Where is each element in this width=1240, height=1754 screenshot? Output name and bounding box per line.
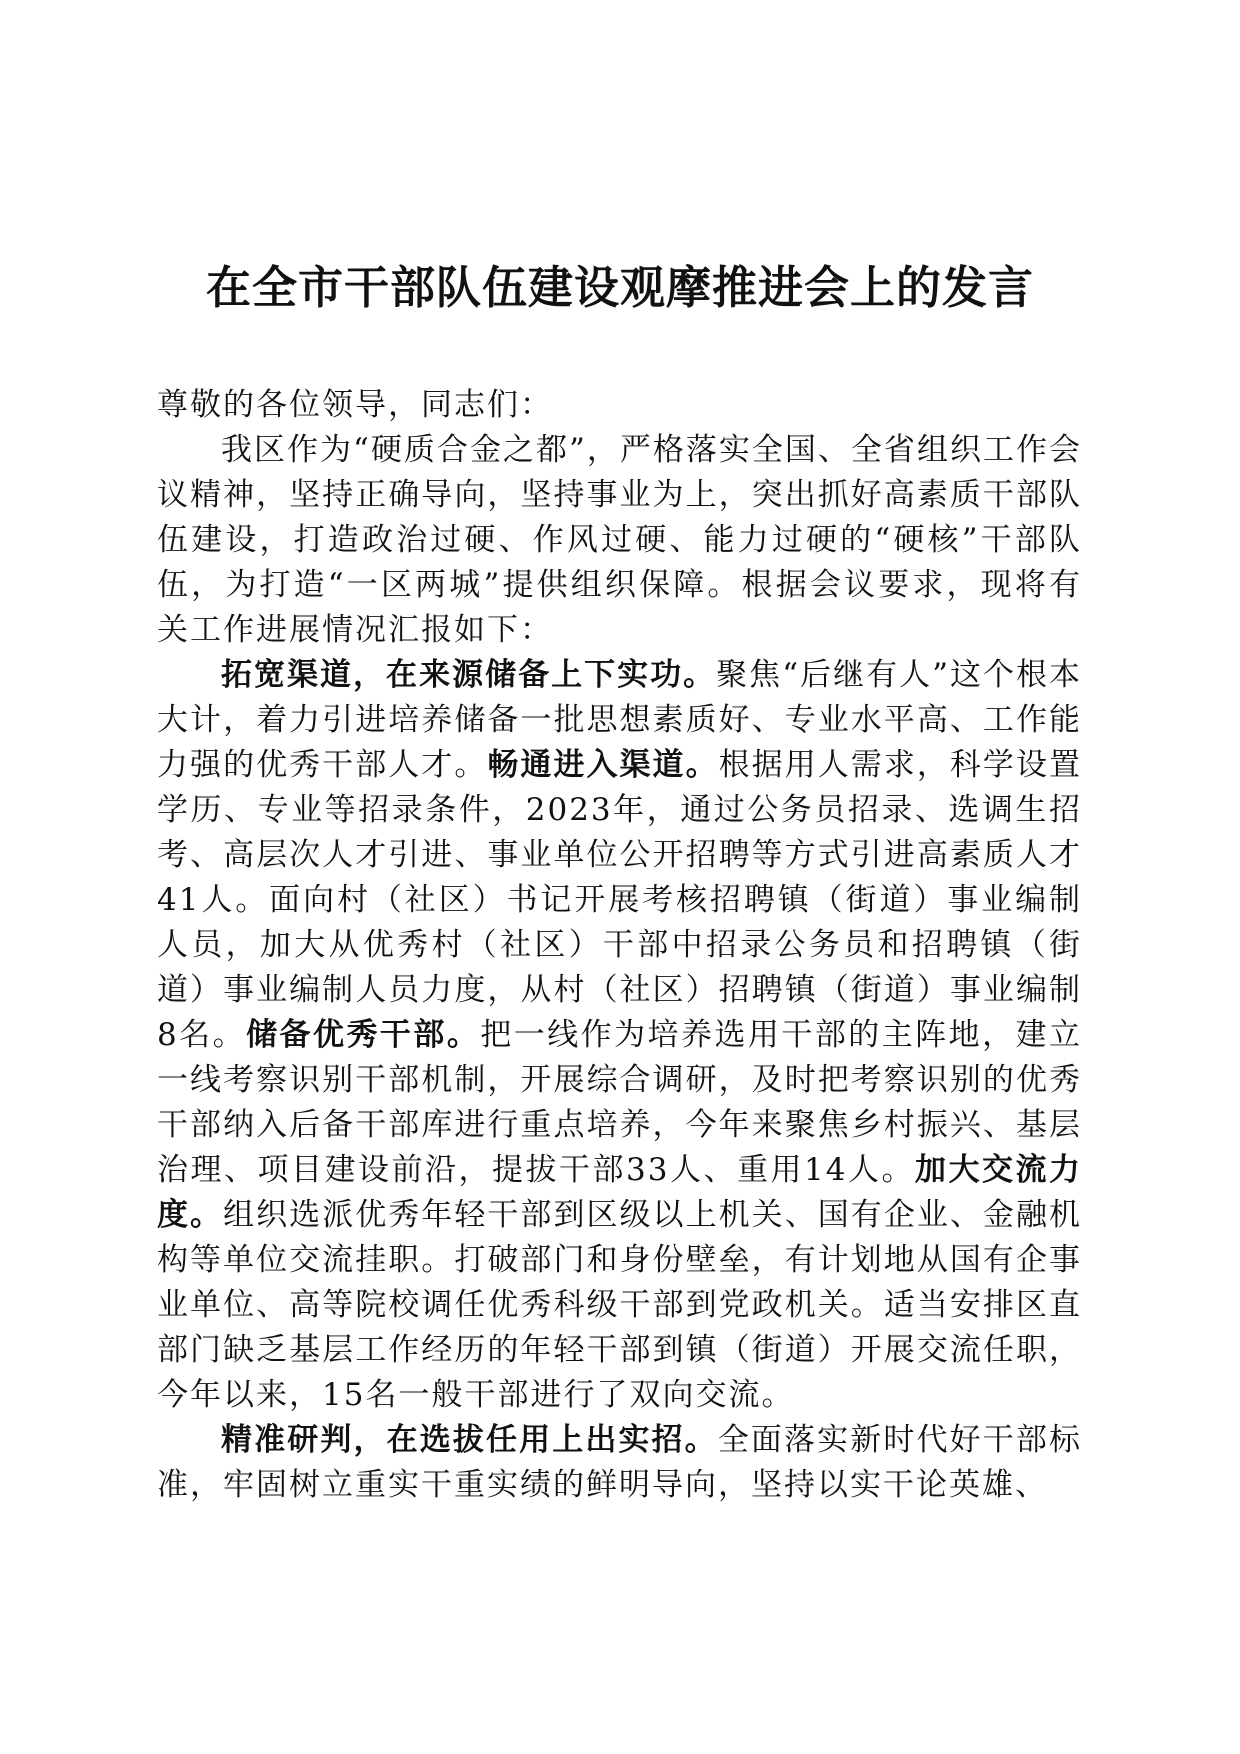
- paragraph-text: 我区作为“硬质合金之都”，严格落实全国、全省组织工作会议精神，坚持正确导向，坚持事业为上，突出抓好高素质干部队伍建设，打造政治过硬、作风过硬、能力过硬的“硬核”干部队伍，为打造“一区两城”提供组织保障。根据会议要求，现将有关工作进展情况汇报如下：: [157, 432, 1082, 648]
- paragraph-text: 全面落实新时代好干部标准，牢固树立重实干重实绩的鲜明导向，坚持以实干论英雄、: [157, 1422, 1083, 1503]
- paragraph-selection: [157, 1418, 1082, 1508]
- paragraph-text: 把一线作为培养选用干部的主阵地，建立一线考察识别干部机制，开展综合调研，及时把考察识别的优秀干部纳入后备干部库进行重点培养，今年来聚焦乡村振兴、基层治理、项目建设前沿，提拔干部33人、重用14人。: [157, 1017, 1083, 1188]
- paragraph-text: 组织选派优秀年轻干部到区级以上机关、国有企业、金融机构等单位交流挂职。打破部门和身份壁垒，有计划地从国有企事业单位、高等院校调任优秀科级干部到党政机关。适当安排区直部门缺乏基层工作经历的年轻干部到镇（街道）开展交流任职，今年以来，15名一般干部进行了双向交流。: [157, 1197, 1083, 1413]
- document-title: 在全市干部队伍建设观摩推进会上的发言: [205, 261, 1034, 314]
- salutation: 尊敬的各位领导，同志们：: [157, 387, 553, 423]
- section-heading: 精准研判，在选拔任用上出实招。: [221, 1422, 718, 1458]
- section-heading: 拓宽渠道，在来源储备上下实功。: [221, 657, 717, 693]
- subheading: 畅通进入渠道。: [487, 747, 719, 783]
- paragraph-text: 根据用人需求，科学设置学历、专业等招录条件，2023年，通过公务员招录、选调生招考、高层次人才引进、事业单位公开招聘等方式引进高素质人才41人。面向村（社区）书记开展考核招聘镇（街道）事业编制人员，加大从优秀村（社区）干部中招录公务员和招聘镇（街道）事业编制人员力度，从村（社区）招聘镇（街道）事业编制8名。: [157, 747, 1083, 1053]
- subheading: 加大交流力度。: [157, 1152, 1083, 1233]
- paragraph-intro: [157, 428, 1082, 653]
- paragraph-sources: [157, 653, 1082, 1418]
- paragraph-text: 聚焦“后继有人”这个根本大计，着力引进培养储备一批思想素质好、专业水平高、工作能力强的优秀干部人才。: [157, 657, 1082, 783]
- document-body: [157, 383, 1082, 1508]
- subheading: 储备优秀干部。: [246, 1017, 481, 1053]
